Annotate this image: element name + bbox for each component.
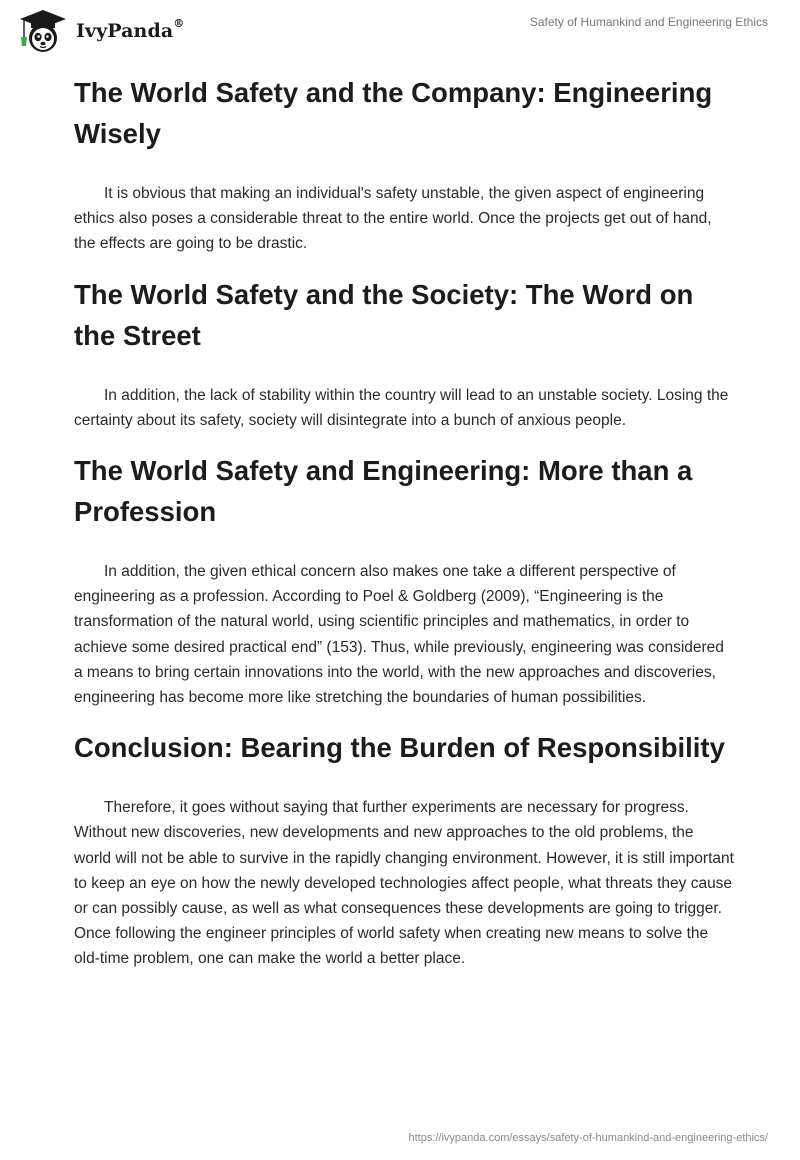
section-society — [74, 274, 734, 433]
section-heading: Conclusion: Bearing the Burden of Responsibility — [74, 732, 725, 764]
section-company — [74, 72, 734, 257]
section-heading: The World Safety and the Society: The Word on the Street — [74, 278, 694, 351]
source-url-link[interactable]: https://ivypanda.com/essays/safety-of-humankind-and-engineering-ethics/ — [408, 1132, 768, 1144]
section-heading: The World Safety and the Company: Engineering Wisely — [74, 77, 713, 149]
section-engineering — [74, 450, 734, 710]
page-header — [0, 0, 800, 60]
section-paragraph: Therefore, it goes without saying that further experiments are necessary for progress. Without new discoveries, new developments and new approaches to the old problems, the world will not be able to survive in the rapidly changing environment. However, it is still important to keep an eye on how the newly developed technologies affect people, what threats they cause or can possibly cause, as well as what consequences these developments are going to trigger. Once following the engineer principles of world safety when creating new means to solve the old-time problem, one can make the world a better place. — [74, 799, 734, 968]
section-conclusion — [74, 727, 734, 971]
essay-content — [74, 72, 734, 972]
ivypanda-logo[interactable] — [14, 8, 184, 54]
panda-graduate-icon — [14, 8, 72, 54]
section-heading: The World Safety and Engineering: More than a Profession — [74, 455, 693, 528]
logo-text: IvyPanda® — [76, 17, 185, 42]
section-paragraph: In addition, the given ethical concern also makes one take a different perspective of engineering as a profession. According to Poel & Goldberg (2009), “Engineering is the transformation of the natural world, using scientific principles and mathematics, in order to achieve some desired practical end” (153). Thus, while previously, engineering was considered a means to bring certain innovations into the world, with the new approaches and discoveries, engineering has become more like stretching the boundaries of human possibilities. — [74, 563, 724, 707]
section-paragraph: In addition, the lack of stability within the country will lead to an unstable society. Losing the certainty about its safety, society will disintegrate into a bunch of anxious people. — [74, 386, 729, 429]
document-title: Safety of Humankind and Engineering Ethics — [529, 15, 768, 29]
section-paragraph: It is obvious that making an individual's safety unstable, the given aspect of engineering ethics also poses a considerable threat to the entire world. Once the projects get out of hand, the effects are going to be drastic. — [74, 185, 712, 253]
